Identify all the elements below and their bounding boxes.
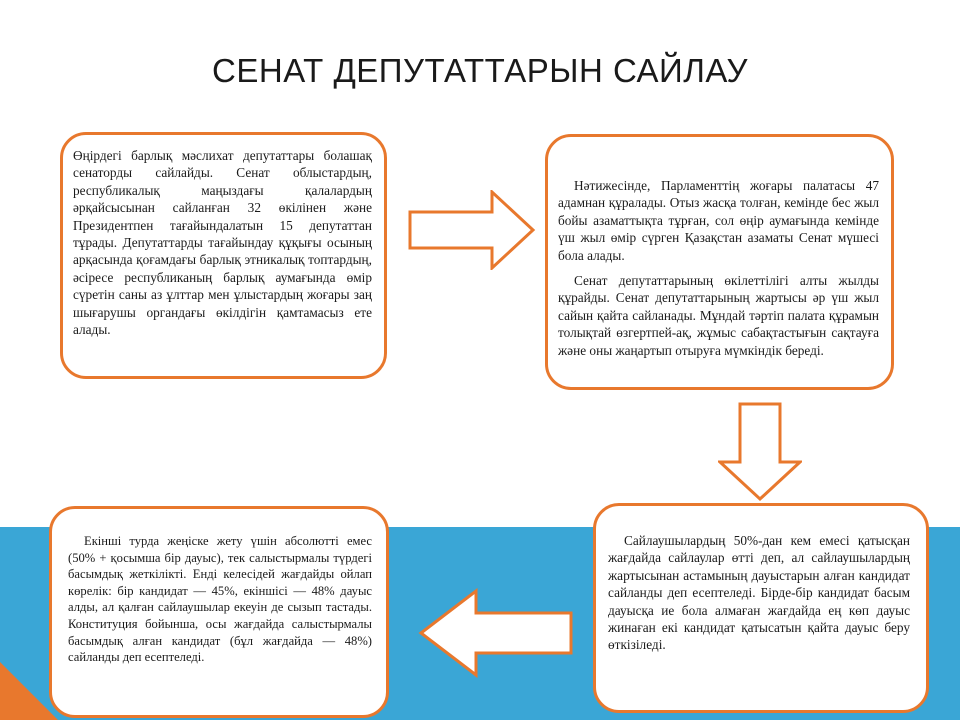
arrow-left-icon [418, 588, 574, 678]
text-box-senate-term [545, 134, 894, 390]
arrow-down-icon [718, 402, 802, 502]
senate-term-text: Сенат депутаттарының өкілеттілігі алты жылды құрайды. Сенат депутаттарының жартысы әр үш жыл сайын қайта сайланады. Мұндай тәртіп палата құрамын толықтай өзгертпей-ақ, жұмыс сабақтастығын сақтауға және оны жаңартып отыруға мүмкіндік береді. [558, 273, 879, 358]
text-box-second-round [49, 506, 389, 718]
text-box-senate-composition [60, 132, 387, 379]
text-box-election-rules [593, 503, 929, 713]
arrow-right-icon [408, 190, 536, 270]
senate-members-text: Нәтижесінде, Парламенттің жоғары палатасы 47 адамнан құралады. Отыз жасқа толған, кемінде бес жыл бойы азаматтықта тұрған, сол өңір аумағында кемінде үш жыл өмір сүрген Қазақстан азаматы Сенат мүшесі бола алады. [558, 178, 879, 263]
slide-title: СЕНАТ ДЕПУТАТТАРЫН САЙЛАУ [212, 52, 748, 89]
senate-composition-text: Өңірдегі барлық мәслихат депутаттары болашақ сенаторды сайлайды. Сенат облыстардың, республикалық маңыздағы қалалардың әрқайсысынан сайланған 32 өкілінен және Президентпен тағайындалатын 15 депутаттан тұрады. Депутаттарды тағайындау құқығы осының арқасында қоғамдағы барлық этникалық топтардың, әсіресе республиканың барлық аумағында өмір сүретін саны аз ұлттар мен ұлыстардың жоғары заң шығарушы органдағы өкілдігін қамтамасыз ете алады. [73, 148, 372, 338]
election-rules-text: Сайлаушылардың 50%-дан кем емесі қатысқан жағдайда сайлаулар өтті деп, ал сайлаушылардың жартысынан астамының дауыстарын алған кандидат сайланды деп есептеледі. Бірде-бір кандидат басым дауысқа ие бола алмаған жағдайда ең көп дауыс жинаған екі кандидат қатысатын қайта дауыс беру өткізіледі. [608, 533, 910, 653]
second-round-text: Екінші турда жеңіске жету үшін абсолютті емес (50% + қосымша бір дауыс), тек салыстырмалы түрдегі басымдық жеткілікті. Енді келесідей жағдайды ойлап көрелік: бір кандидат — 45%, екіншісі — 48% дауыс алды, ал қалған сайлаушылар екеуін де сызып тастады. Конституция бойынша, осы жағдайда салыстырмалы басымдық алған кандидат (бұл жағдайда — 48%) сайланды деп есептеледі. [68, 534, 372, 665]
